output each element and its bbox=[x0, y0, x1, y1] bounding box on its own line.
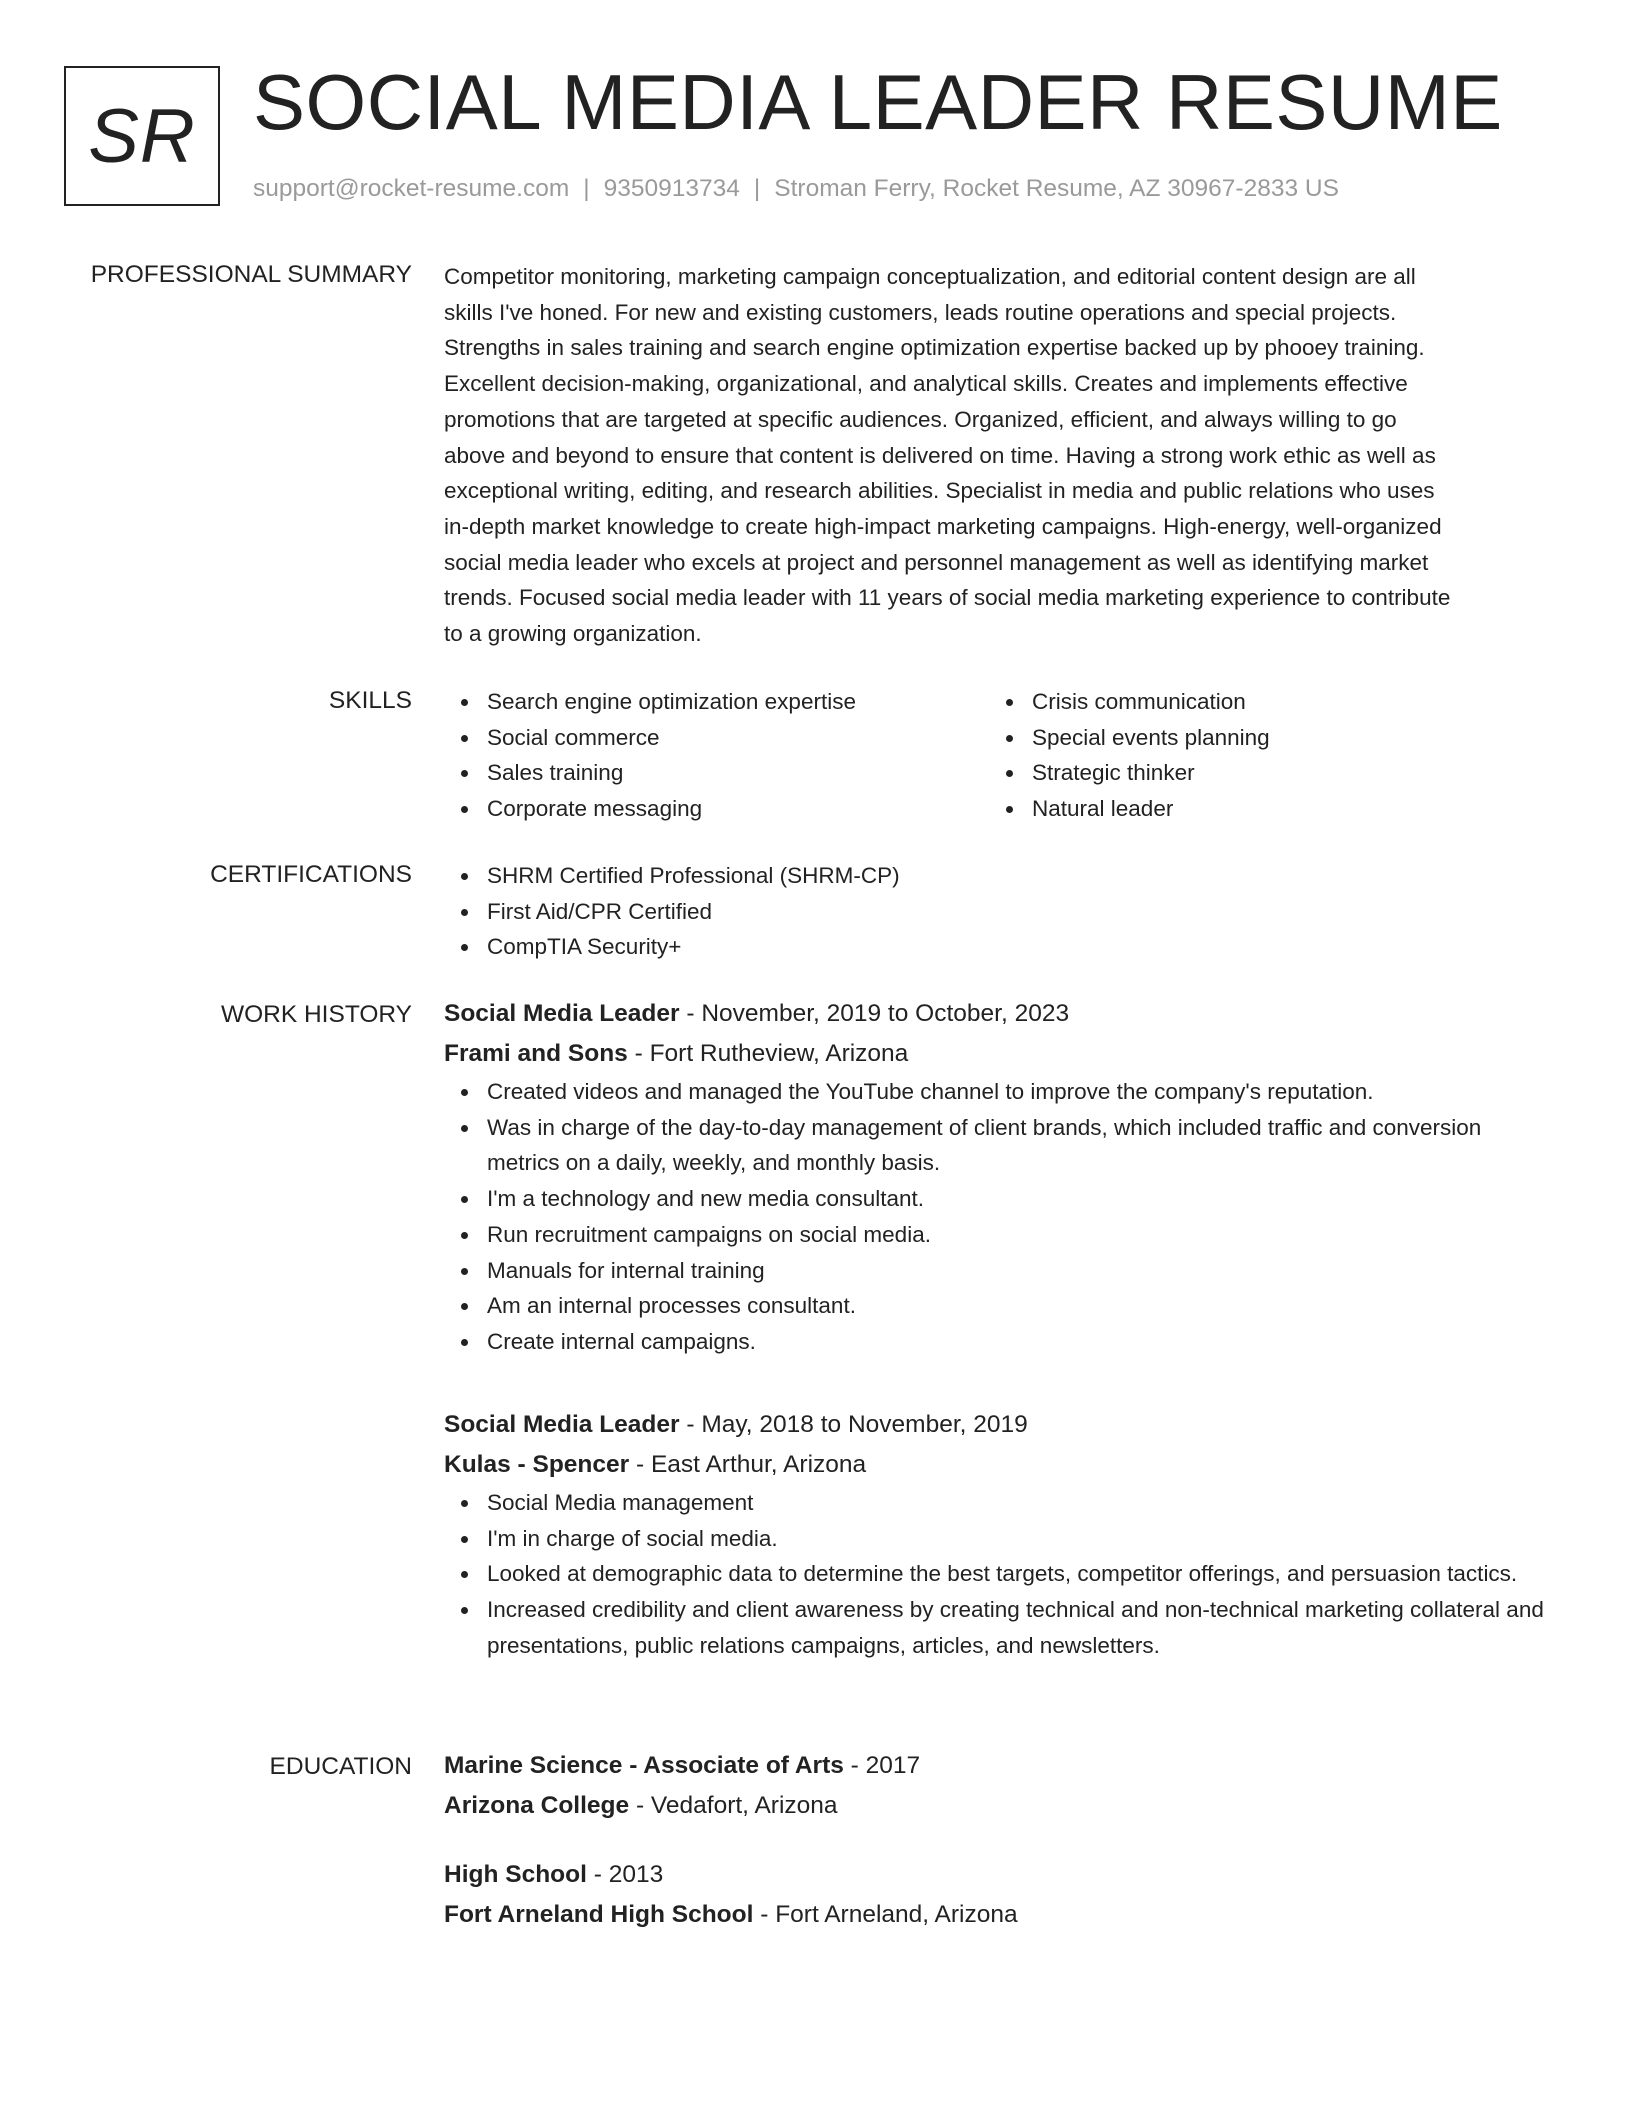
job-entry bbox=[444, 994, 1560, 1360]
contact-address: Stroman Ferry, Rocket Resume, AZ 30967-2833 US bbox=[774, 175, 1339, 202]
job-bullet: Was in charge of the day-to-day management of client brands, which included traffic and conversion metrics on a daily, weekly, and monthly basis. bbox=[444, 1110, 1560, 1181]
job-dates: - May, 2018 to November, 2019 bbox=[679, 1411, 1028, 1438]
summary-text bbox=[444, 259, 1560, 652]
skill-item: Corporate messaging bbox=[444, 791, 989, 827]
school-line bbox=[444, 1786, 1560, 1826]
skill-item: Search engine optimization expertise bbox=[444, 684, 989, 720]
section-label-education: EDUCATION bbox=[269, 1753, 412, 1780]
school-line bbox=[444, 1895, 1018, 1935]
skill-item: Special events planning bbox=[989, 720, 1534, 756]
job-bullet: Social Media management bbox=[444, 1485, 1560, 1521]
degree-line bbox=[444, 1855, 1018, 1895]
job-bullet: Created videos and managed the YouTube channel to improve the company's reputation. bbox=[444, 1074, 1560, 1110]
job-company-line bbox=[444, 1034, 1560, 1074]
job-title-line bbox=[444, 1405, 1560, 1445]
summary-line: social media leader who excels at project and personnel management as well as identifying market bbox=[444, 549, 1429, 575]
skills-grid bbox=[444, 684, 1560, 827]
work-history-content bbox=[444, 994, 1560, 1658]
section-label-work-history: WORK HISTORY bbox=[220, 1001, 412, 1028]
job-bullet: I'm in charge of social media. bbox=[444, 1521, 1560, 1557]
summary-line: skills I've honed. For new and existing customers, leads routine operations and special projects. bbox=[444, 299, 1397, 325]
certification-item: SHRM Certified Professional (SHRM-CP) bbox=[444, 858, 1560, 894]
skills-content bbox=[444, 684, 1560, 827]
school-name: Fort Arneland High School bbox=[444, 1901, 754, 1928]
degree-name: Marine Science - Associate of Arts bbox=[444, 1752, 844, 1779]
job-dates: - November, 2019 to October, 2023 bbox=[679, 1000, 1070, 1027]
summary-line: Excellent decision-making, organizational, and analytical skills. Creates and implements effective bbox=[444, 371, 1408, 397]
section-label-skills: SKILLS bbox=[328, 687, 412, 714]
degree-name: High School bbox=[444, 1861, 587, 1888]
job-company-line bbox=[444, 1445, 1560, 1485]
job-entry bbox=[444, 1405, 1560, 1664]
job-bullet: Manuals for internal training bbox=[444, 1253, 1560, 1289]
skill-item: Sales training bbox=[444, 755, 989, 791]
job-company: Frami and Sons bbox=[444, 1040, 628, 1067]
certifications-content bbox=[444, 858, 1560, 965]
job-bullet: Increased credibility and client awareness by creating technical and non-technical marketing collateral and presentations, public relations campaigns, articles, and newsletters. bbox=[444, 1592, 1560, 1663]
summary-line: above and beyond to ensure that content is delivered on time. Having a strong work ethic as well as bbox=[444, 442, 1436, 468]
certification-item: CompTIA Security+ bbox=[444, 929, 1560, 965]
job-bullets bbox=[444, 1074, 1560, 1360]
job-bullet: I'm a technology and new media consultant. bbox=[444, 1181, 1560, 1217]
summary-line: promotions that are targeted at specific audiences. Organized, efficient, and always willing to go bbox=[444, 406, 1397, 432]
job-bullet: Run recruitment campaigns on social media. bbox=[444, 1217, 1560, 1253]
job-bullet: Am an internal processes consultant. bbox=[444, 1288, 1560, 1324]
skills-column-left bbox=[444, 684, 989, 827]
contact-phone: 9350913734 bbox=[603, 175, 740, 202]
certifications-list bbox=[444, 858, 1560, 965]
degree-year: - 2013 bbox=[586, 1861, 664, 1888]
skill-item: Natural leader bbox=[989, 791, 1534, 827]
education-entry bbox=[444, 1746, 1560, 1826]
contact-separator: | bbox=[583, 175, 590, 202]
job-bullet: Create internal campaigns. bbox=[444, 1324, 1560, 1360]
job-title: Social Media Leader bbox=[444, 1411, 680, 1438]
contact-line bbox=[253, 172, 1339, 206]
section-label-certifications: CERTIFICATIONS bbox=[210, 861, 412, 888]
contact-email: support@rocket-resume.com bbox=[253, 175, 570, 202]
skills-column-right bbox=[989, 684, 1534, 827]
school-location: - Fort Arneland, Arizona bbox=[753, 1901, 1018, 1928]
summary-line: in-depth market knowledge to create high-impact marketing campaigns. High-energy, well-organized bbox=[444, 513, 1442, 539]
skill-item: Strategic thinker bbox=[989, 755, 1534, 791]
skill-item: Crisis communication bbox=[989, 684, 1534, 720]
summary-line: trends. Focused social media leader with 11 years of social media marketing experience to contribute bbox=[444, 585, 1451, 611]
job-title-line bbox=[444, 994, 1560, 1034]
school-location: - Vedafort, Arizona bbox=[629, 1792, 838, 1819]
job-location: - Fort Rutheview, Arizona bbox=[627, 1040, 909, 1067]
summary-line: Strengths in sales training and search engine optimization expertise backed up by phooey training. bbox=[444, 335, 1425, 361]
education-entry bbox=[444, 1855, 1018, 1935]
contact-separator: | bbox=[753, 175, 761, 202]
monogram-logo: SR bbox=[64, 66, 220, 206]
section-label-summary: PROFESSIONAL SUMMARY bbox=[90, 261, 412, 288]
job-location: - East Arthur, Arizona bbox=[629, 1451, 867, 1478]
job-title: Social Media Leader bbox=[444, 1000, 680, 1027]
job-company: Kulas - Spencer bbox=[444, 1451, 630, 1478]
degree-line bbox=[444, 1746, 1560, 1786]
school-name: Arizona College bbox=[444, 1792, 630, 1819]
degree-year: - 2017 bbox=[843, 1752, 921, 1779]
summary-line: to a growing organization. bbox=[444, 621, 702, 647]
education-content bbox=[444, 1746, 1560, 1928]
job-bullets bbox=[444, 1485, 1560, 1664]
summary-line: exceptional writing, editing, and research abilities. Specialist in media and public relations who uses bbox=[444, 478, 1435, 504]
summary-line: Competitor monitoring, marketing campaign conceptualization, and editorial content design are all bbox=[444, 264, 1416, 289]
job-bullet: Looked at demographic data to determine the best targets, competitor offerings, and persuasion tactics. bbox=[444, 1556, 1560, 1592]
page-title: SOCIAL MEDIA LEADER RESUME bbox=[253, 58, 1503, 146]
summary-content bbox=[444, 259, 1560, 652]
certification-item: First Aid/CPR Certified bbox=[444, 894, 1560, 930]
skill-item: Social commerce bbox=[444, 720, 989, 756]
